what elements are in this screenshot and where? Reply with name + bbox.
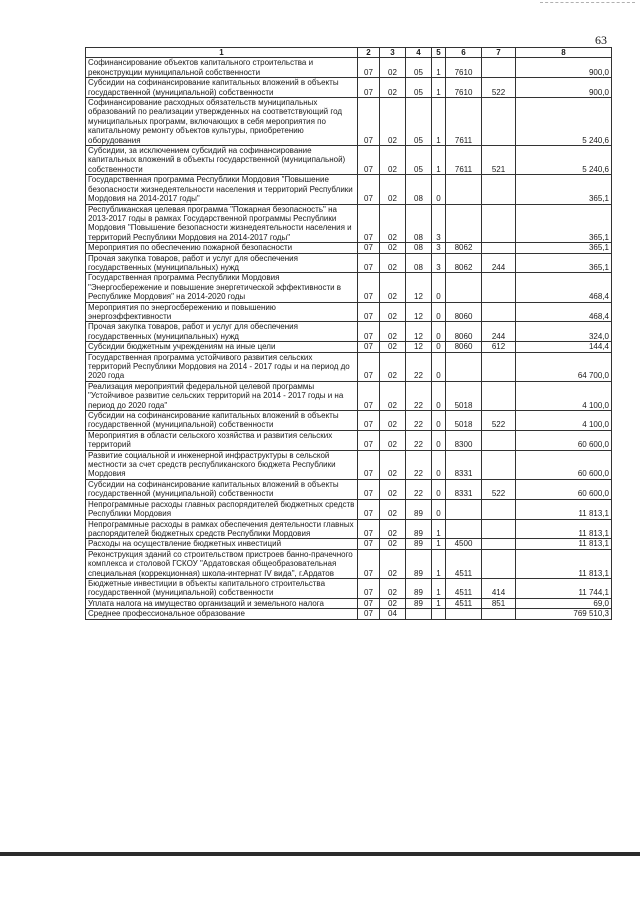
row-expense-type: 851: [482, 598, 516, 608]
row-subprogram: 0: [432, 342, 446, 352]
row-expense-type: [482, 98, 516, 146]
row-expense-type: [482, 609, 516, 619]
row-description: Республиканская целевая программа "Пожарная безопасность" на 2013-2017 годы в рамках Государственной программы Республики Мордовия "Повышение безопасности жизнедеятельности населения и территорий Республики Мордовия на 2014-2017 годы": [86, 204, 358, 243]
row-program: 22: [406, 450, 432, 479]
row-description: Среднее профессиональное образование: [86, 609, 358, 619]
row-expense-type: 414: [482, 578, 516, 598]
row-subprogram: [432, 609, 446, 619]
row-subsection: 04: [380, 609, 406, 619]
row-subprogram: 1: [432, 78, 446, 98]
row-subsection: 02: [380, 273, 406, 302]
row-expense-type: [482, 519, 516, 539]
row-description: Прочая закупка товаров, работ и услуг для обеспечения государственных (муниципальных) нужд: [86, 253, 358, 273]
row-expense-type: [482, 58, 516, 78]
row-subsection: 02: [380, 352, 406, 381]
row-expense-type: 522: [482, 479, 516, 499]
row-section: 07: [358, 342, 380, 352]
row-description: Реконструкция зданий со строительством пристроев банно-прачечного комплекса и столовой ГСКОУ "Ардатовская общеобразовательная специальная (коррекционная) школа-интернат IV вида", г.Ардатов: [86, 549, 358, 578]
row-subprogram: 3: [432, 243, 446, 253]
row-direction: [446, 499, 482, 519]
table-row: [86, 519, 612, 539]
row-subsection: 02: [380, 450, 406, 479]
table-row: [86, 342, 612, 352]
row-description: Непрограммные расходы в рамках обеспечения деятельности главных распорядителей бюджетных средств Республики Мордовия: [86, 519, 358, 539]
row-section: 07: [358, 381, 380, 410]
row-expense-type: [482, 175, 516, 204]
row-amount: 5 240,6: [516, 98, 612, 146]
row-description: Субсидии на софинансирование капитальных вложений в объекты государственной (муниципальной) собственности: [86, 479, 358, 499]
row-program: 05: [406, 58, 432, 78]
row-direction: 7610: [446, 58, 482, 78]
row-program: 08: [406, 204, 432, 243]
row-section: 07: [358, 58, 380, 78]
row-section: 07: [358, 609, 380, 619]
row-program: 12: [406, 342, 432, 352]
row-direction: [446, 273, 482, 302]
row-description: Расходы на осуществление бюджетных инвестиций: [86, 539, 358, 549]
table-row: [86, 450, 612, 479]
row-subprogram: 1: [432, 578, 446, 598]
row-section: 07: [358, 411, 380, 431]
row-subsection: 02: [380, 479, 406, 499]
row-direction: [446, 609, 482, 619]
row-program: 22: [406, 381, 432, 410]
row-subprogram: 1: [432, 146, 446, 175]
table-row: [86, 549, 612, 578]
row-program: 05: [406, 98, 432, 146]
table-row: [86, 243, 612, 253]
row-expense-type: [482, 352, 516, 381]
row-section: 07: [358, 450, 380, 479]
row-expense-type: [482, 549, 516, 578]
row-amount: 4 100,0: [516, 381, 612, 410]
row-section: 07: [358, 175, 380, 204]
row-subsection: 02: [380, 78, 406, 98]
row-expense-type: [482, 302, 516, 322]
table-row: [86, 78, 612, 98]
row-direction: 8060: [446, 302, 482, 322]
row-direction: [446, 175, 482, 204]
row-subprogram: 1: [432, 549, 446, 578]
row-amount: 4 100,0: [516, 411, 612, 431]
row-program: 22: [406, 430, 432, 450]
row-description: Мероприятия по обеспечению пожарной безопасности: [86, 243, 358, 253]
row-expense-type: [482, 204, 516, 243]
row-subsection: 02: [380, 146, 406, 175]
row-direction: 7610: [446, 78, 482, 98]
row-subsection: 02: [380, 411, 406, 431]
header-col-2: 2: [358, 48, 380, 58]
row-description: Государственная программа Республики Мордовия "Повышение безопасности жизнедеятельности населения и территорий Республики Мордовия на 2014-2017 годы": [86, 175, 358, 204]
row-amount: 69,0: [516, 598, 612, 608]
row-direction: 5018: [446, 381, 482, 410]
row-section: 07: [358, 479, 380, 499]
row-section: 07: [358, 549, 380, 578]
row-program: 89: [406, 549, 432, 578]
row-amount: 468,4: [516, 273, 612, 302]
row-section: 07: [358, 302, 380, 322]
row-subprogram: 0: [432, 411, 446, 431]
row-direction: 4500: [446, 539, 482, 549]
row-amount: 324,0: [516, 322, 612, 342]
row-subsection: 02: [380, 58, 406, 78]
row-amount: 11 813,1: [516, 499, 612, 519]
row-expense-type: [482, 499, 516, 519]
row-expense-type: [482, 430, 516, 450]
row-section: 07: [358, 352, 380, 381]
row-description: Бюджетные инвестиции в объекты капитального строительства государственной (муниципальной) собственности: [86, 578, 358, 598]
row-subsection: 02: [380, 598, 406, 608]
row-description: Реализация мероприятий федеральной целевой программы "Устойчивое развитие сельских территорий на 2014 - 2017 годы и на период до 2020 года": [86, 381, 358, 410]
row-direction: 8331: [446, 450, 482, 479]
header-col-5: 5: [432, 48, 446, 58]
row-subprogram: 0: [432, 381, 446, 410]
row-description: Государственная программа Республики Мордовия "Энергосбережение и повышение энергетической эффективности в Республике Мордовия" на 2014-2020 годы: [86, 273, 358, 302]
row-amount: 365,1: [516, 204, 612, 243]
header-col-1: 1: [86, 48, 358, 58]
row-program: 05: [406, 78, 432, 98]
row-description: Уплата налога на имущество организаций и земельного налога: [86, 598, 358, 608]
row-subprogram: 1: [432, 58, 446, 78]
row-subsection: 02: [380, 539, 406, 549]
row-direction: 7611: [446, 146, 482, 175]
table-row: [86, 253, 612, 273]
row-subprogram: 0: [432, 302, 446, 322]
row-subprogram: 3: [432, 253, 446, 273]
row-subsection: 02: [380, 253, 406, 273]
row-subsection: 02: [380, 549, 406, 578]
row-subsection: 02: [380, 381, 406, 410]
row-section: 07: [358, 430, 380, 450]
table-row: [86, 598, 612, 608]
row-subsection: 02: [380, 578, 406, 598]
row-program: 05: [406, 146, 432, 175]
row-subsection: 02: [380, 98, 406, 146]
row-amount: 60 600,0: [516, 430, 612, 450]
row-subsection: 02: [380, 499, 406, 519]
row-program: [406, 609, 432, 619]
scan-top-line: [540, 2, 635, 3]
row-amount: 11 813,1: [516, 539, 612, 549]
table-row: [86, 609, 612, 619]
row-subsection: 02: [380, 204, 406, 243]
header-col-7: 7: [482, 48, 516, 58]
table-row: [86, 499, 612, 519]
row-program: 89: [406, 578, 432, 598]
table-row: [86, 411, 612, 431]
row-direction: 8300: [446, 430, 482, 450]
row-program: 22: [406, 352, 432, 381]
row-amount: 900,0: [516, 58, 612, 78]
row-amount: 60 600,0: [516, 479, 612, 499]
row-direction: 4511: [446, 598, 482, 608]
row-description: Прочая закупка товаров, работ и услуг для обеспечения государственных (муниципальных) нужд: [86, 322, 358, 342]
row-amount: 365,1: [516, 253, 612, 273]
row-section: 07: [358, 519, 380, 539]
row-amount: 144,4: [516, 342, 612, 352]
row-amount: 769 510,3: [516, 609, 612, 619]
row-subprogram: 1: [432, 98, 446, 146]
row-program: 89: [406, 499, 432, 519]
row-subsection: 02: [380, 175, 406, 204]
row-expense-type: [482, 243, 516, 253]
header-col-3: 3: [380, 48, 406, 58]
row-amount: 60 600,0: [516, 450, 612, 479]
table-row: [86, 381, 612, 410]
row-amount: 11 813,1: [516, 519, 612, 539]
row-direction: 8060: [446, 342, 482, 352]
row-direction: 4511: [446, 578, 482, 598]
row-amount: 5 240,6: [516, 146, 612, 175]
table-row: [86, 302, 612, 322]
row-direction: 8062: [446, 243, 482, 253]
row-expense-type: 522: [482, 411, 516, 431]
row-description: Софинансирование объектов капитального строительства и реконструкции муниципальной собственности: [86, 58, 358, 78]
page-number: 63: [595, 33, 607, 47]
row-direction: [446, 519, 482, 539]
row-program: 08: [406, 243, 432, 253]
scan-bottom-bar: [0, 852, 640, 856]
row-program: 22: [406, 479, 432, 499]
row-direction: 7611: [446, 98, 482, 146]
row-direction: [446, 352, 482, 381]
row-program: 12: [406, 273, 432, 302]
row-program: 12: [406, 322, 432, 342]
table-row: [86, 204, 612, 243]
table-header-row: [86, 48, 612, 58]
row-direction: 5018: [446, 411, 482, 431]
row-subprogram: 0: [432, 430, 446, 450]
table-row: [86, 479, 612, 499]
row-direction: 4511: [446, 549, 482, 578]
budget-table: [85, 47, 612, 620]
row-description: Непрограммные расходы главных распорядителей бюджетных средств Республики Мордовия: [86, 499, 358, 519]
table-row: [86, 322, 612, 342]
row-direction: 8331: [446, 479, 482, 499]
header-col-4: 4: [406, 48, 432, 58]
row-section: 07: [358, 322, 380, 342]
row-section: 07: [358, 78, 380, 98]
row-description: Субсидии бюджетным учреждениям на иные цели: [86, 342, 358, 352]
row-section: 07: [358, 98, 380, 146]
row-subsection: 02: [380, 342, 406, 352]
table-row: [86, 146, 612, 175]
table-row: [86, 98, 612, 146]
row-subsection: 02: [380, 243, 406, 253]
row-expense-type: 522: [482, 78, 516, 98]
table-row: [86, 58, 612, 78]
row-description: Софинансирование расходных обязательств муниципальных образований по реализации утвержденных на соответствующий год муниципальных программ, включающих в себя мероприятия по капитальному ремонту объектов культуры, приобретению оборудования: [86, 98, 358, 146]
row-section: 07: [358, 146, 380, 175]
row-section: 07: [358, 204, 380, 243]
header-col-6: 6: [446, 48, 482, 58]
row-amount: 365,1: [516, 243, 612, 253]
row-description: Мероприятия в области сельского хозяйства и развития сельских территорий: [86, 430, 358, 450]
row-subprogram: 0: [432, 322, 446, 342]
row-subprogram: 0: [432, 273, 446, 302]
table-row: [86, 175, 612, 204]
row-subprogram: 1: [432, 519, 446, 539]
row-section: 07: [358, 243, 380, 253]
row-amount: 64 700,0: [516, 352, 612, 381]
row-expense-type: [482, 539, 516, 549]
row-section: 07: [358, 539, 380, 549]
row-subprogram: 0: [432, 450, 446, 479]
row-section: 07: [358, 253, 380, 273]
row-program: 12: [406, 302, 432, 322]
row-expense-type: 612: [482, 342, 516, 352]
row-subprogram: 1: [432, 598, 446, 608]
row-expense-type: 521: [482, 146, 516, 175]
table-row: [86, 539, 612, 549]
row-direction: 8062: [446, 253, 482, 273]
row-program: 89: [406, 598, 432, 608]
row-subprogram: 3: [432, 204, 446, 243]
row-section: 07: [358, 499, 380, 519]
row-subprogram: 0: [432, 352, 446, 381]
row-program: 89: [406, 539, 432, 549]
row-amount: 11 744,1: [516, 578, 612, 598]
row-description: Мероприятия по энергосбережению и повышению энергоэффективности: [86, 302, 358, 322]
row-program: 89: [406, 519, 432, 539]
row-description: Субсидии на софинансирование капитальных вложений в объекты государственной (муниципальной) собственности: [86, 78, 358, 98]
row-program: 08: [406, 253, 432, 273]
row-subsection: 02: [380, 302, 406, 322]
row-program: 08: [406, 175, 432, 204]
row-program: 22: [406, 411, 432, 431]
table-row: [86, 352, 612, 381]
row-section: 07: [358, 273, 380, 302]
row-description: Развитие социальной и инженерной инфраструктуры в сельской местности за счет средств республиканского бюджета Республики Мордовия: [86, 450, 358, 479]
row-amount: 900,0: [516, 78, 612, 98]
row-expense-type: 244: [482, 253, 516, 273]
row-subprogram: 0: [432, 175, 446, 204]
row-description: Субсидии на софинансирование капитальных вложений в объекты государственной (муниципальной) собственности: [86, 411, 358, 431]
table-row: [86, 273, 612, 302]
row-subprogram: 1: [432, 539, 446, 549]
row-subprogram: 0: [432, 479, 446, 499]
table-row: [86, 578, 612, 598]
row-subsection: 02: [380, 322, 406, 342]
row-expense-type: [482, 273, 516, 302]
row-expense-type: [482, 381, 516, 410]
row-direction: [446, 204, 482, 243]
row-amount: 365,1: [516, 175, 612, 204]
row-amount: 468,4: [516, 302, 612, 322]
header-col-8: 8: [516, 48, 612, 58]
row-expense-type: 244: [482, 322, 516, 342]
row-amount: 11 813,1: [516, 549, 612, 578]
row-subprogram: 0: [432, 499, 446, 519]
row-section: 07: [358, 598, 380, 608]
row-subsection: 02: [380, 519, 406, 539]
table-row: [86, 430, 612, 450]
row-expense-type: [482, 450, 516, 479]
row-section: 07: [358, 578, 380, 598]
row-description: Государственная программа устойчивого развития сельских территорий Республики Мордовия на 2014 - 2017 годы и на период до 2020 года: [86, 352, 358, 381]
row-direction: 8060: [446, 322, 482, 342]
row-subsection: 02: [380, 430, 406, 450]
row-description: Субсидии, за исключением субсидий на софинансирование капитальных вложений в объекты государственной (муниципальной) собственности: [86, 146, 358, 175]
